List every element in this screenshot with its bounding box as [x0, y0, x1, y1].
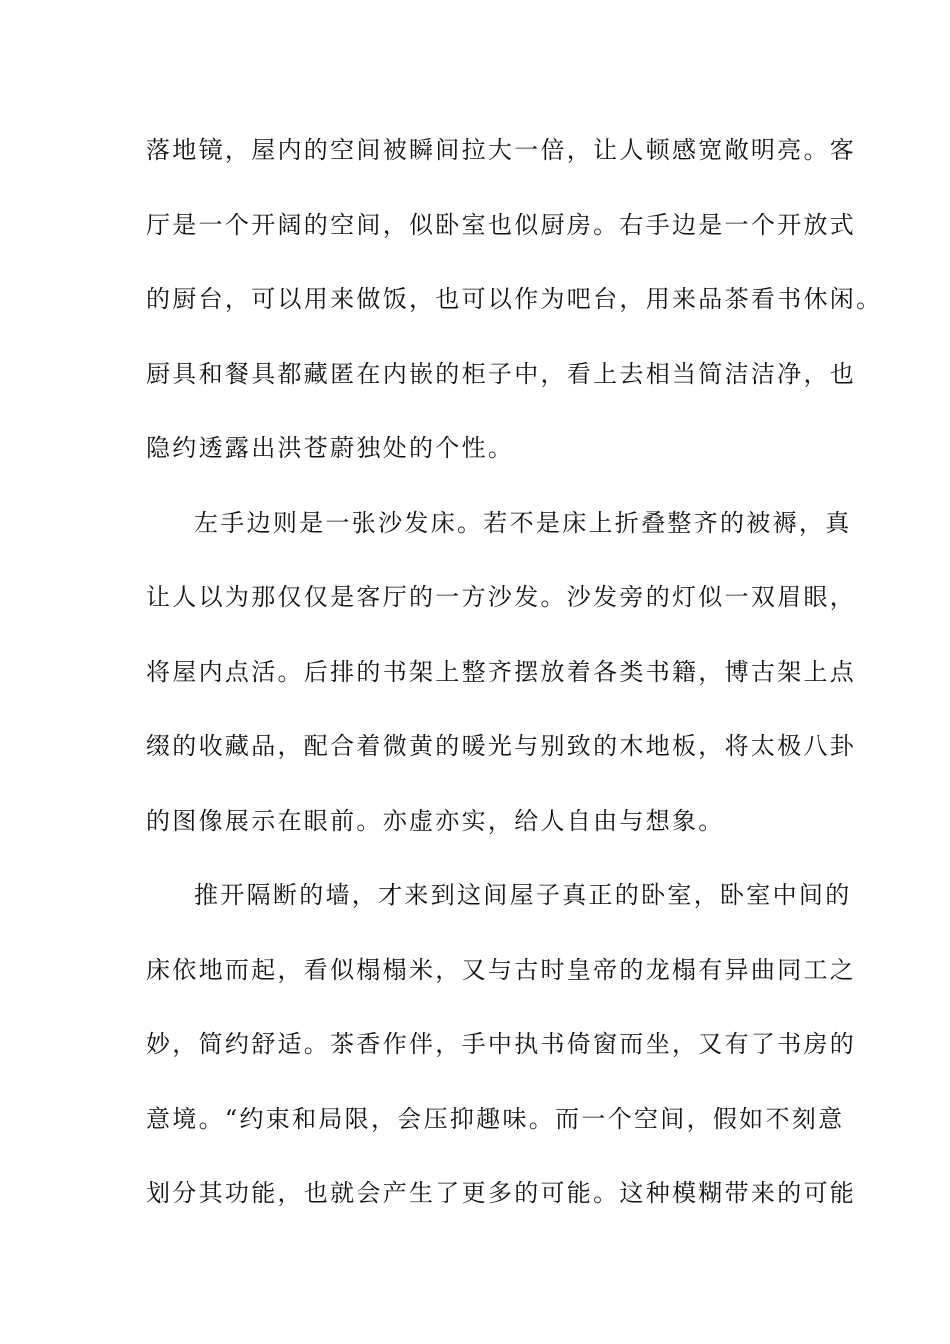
text-line: 隐约透露出洪苍蔚独处的个性。: [146, 434, 515, 462]
text-line: 的厨台，可以用来做饭，也可以作为吧台，用来品茶看书休闲。: [146, 285, 883, 313]
text-line: 将屋内点活。后排的书架上整齐摆放着各类书籍，博古架上点: [146, 658, 857, 686]
text-line: 厅是一个开阔的空间，似卧室也似厨房。右手边是一个开放式: [146, 211, 857, 239]
text-line: 意境。“约束和局限，会压抑趣味。而一个空间，假如不刻意: [146, 1105, 845, 1133]
text-line: 床依地而起，看似榻榻米，又与古时皇帝的龙榻有异曲同工之: [146, 956, 857, 984]
text-line: 划分其功能，也就会产生了更多的可能。这种模糊带来的可能: [146, 1179, 857, 1207]
text-line: 落地镜，屋内的空间被瞬间拉大一倍，让人顿感宽敞明亮。客: [146, 136, 857, 164]
text-line: 缀的收藏品，配合着微黄的暖光与别致的木地板，将太极八卦: [146, 732, 857, 760]
text-line: 妙，简约舒适。茶香作伴，手中执书倚窗而坐，又有了书房的: [146, 1030, 857, 1058]
text-line: 让人以为那仅仅是客厅的一方沙发。沙发旁的灯似一双眉眼，: [146, 583, 857, 611]
text-line: 左手边则是一张沙发床。若不是床上折叠整齐的被褥，真: [194, 509, 852, 537]
text-line: 推开隔断的墙，才来到这间屋子真正的卧室，卧室中间的: [194, 881, 852, 909]
text-line: 的图像展示在眼前。亦虚亦实，给人自由与想象。: [146, 807, 725, 835]
text-line: 厨具和餐具都藏匿在内嵌的柜子中，看上去相当简洁洁净，也: [146, 360, 857, 388]
